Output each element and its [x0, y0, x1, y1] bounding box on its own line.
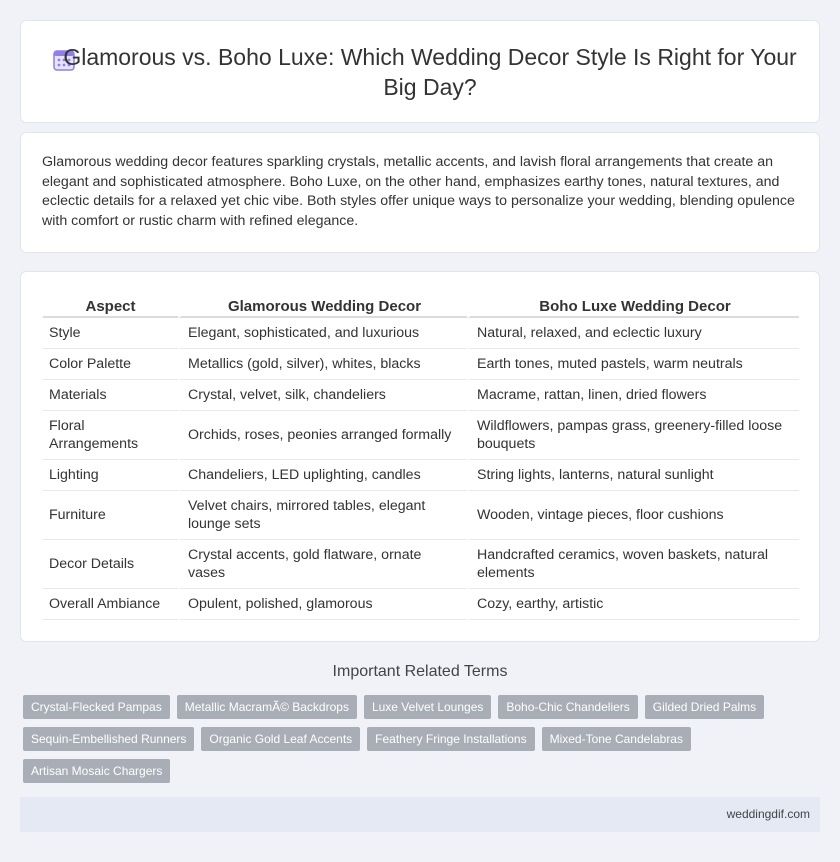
cell-boho: Wildflowers, pampas grass, greenery-filled loose bouquets — [467, 411, 799, 460]
cell-boho: Wooden, vintage pieces, floor cushions — [467, 491, 799, 540]
intro-card — [20, 132, 820, 253]
cell-glamorous: Opulent, polished, glamorous — [178, 589, 467, 620]
table-row — [43, 540, 799, 589]
table-row — [43, 349, 799, 380]
table-row — [43, 460, 799, 491]
cell-glamorous: Crystal accents, gold flatware, ornate vases — [178, 540, 467, 589]
table-row — [43, 491, 799, 540]
table-row — [43, 380, 799, 411]
page-title: Glamorous vs. Boho Luxe: Which Wedding Decor Style Is Right for Your Big Day? — [63, 44, 797, 100]
table-row — [43, 589, 799, 620]
cell-aspect: Floral Arrangements — [43, 411, 178, 460]
cell-aspect: Decor Details — [43, 540, 178, 589]
cell-glamorous: Crystal, velvet, silk, chandeliers — [178, 380, 467, 411]
cell-aspect: Color Palette — [43, 349, 178, 380]
intro-paragraph: Glamorous wedding decor features sparkling crystals, metallic accents, and lavish floral arrangements that create an elegant and sophisticated atmosphere. Boho Luxe, on the other hand, emphasizes earthy tones, natural textures, and eclectic details for a relaxed yet chic vibe. Both styles offer unique ways to personalize your wedding, blending opulence with comfort or rustic charm with refined elegance. — [42, 154, 795, 229]
cell-glamorous: Chandeliers, LED uplighting, candles — [178, 460, 467, 491]
cell-aspect: Style — [43, 318, 178, 349]
related-term-tag[interactable]: Sequin-Embellished Runners — [23, 727, 194, 751]
title-card — [20, 20, 820, 123]
cell-glamorous: Metallics (gold, silver), whites, blacks — [178, 349, 467, 380]
related-terms-title: Important Related Terms — [332, 663, 508, 680]
cell-aspect: Furniture — [43, 491, 178, 540]
cell-aspect: Lighting — [43, 460, 178, 491]
cell-aspect: Materials — [43, 380, 178, 411]
cell-boho: Handcrafted ceramics, woven baskets, natural elements — [467, 540, 799, 589]
header-boho: Boho Luxe Wedding Decor — [467, 295, 799, 318]
table-header-row — [43, 295, 799, 318]
footer — [20, 797, 820, 832]
cell-aspect: Overall Ambiance — [43, 589, 178, 620]
cell-glamorous: Velvet chairs, mirrored tables, elegant lounge sets — [178, 491, 467, 540]
related-term-tag[interactable]: Metallic MacramÃ© Backdrops — [177, 695, 357, 719]
related-term-tag[interactable]: Feathery Fringe Installations — [367, 727, 534, 751]
cell-boho: Natural, relaxed, and eclectic luxury — [467, 318, 799, 349]
related-term-tag[interactable]: Artisan Mosaic Chargers — [23, 759, 170, 783]
comparison-card — [20, 271, 820, 642]
related-terms-list — [23, 695, 783, 783]
cell-boho: Cozy, earthy, artistic — [467, 589, 799, 620]
related-term-tag[interactable]: Crystal-Flecked Pampas — [23, 695, 170, 719]
related-term-tag[interactable]: Organic Gold Leaf Accents — [201, 727, 360, 751]
related-term-tag[interactable]: Boho-Chic Chandeliers — [498, 695, 637, 719]
cell-boho: Macrame, rattan, linen, dried flowers — [467, 380, 799, 411]
cell-boho: Earth tones, muted pastels, warm neutrals — [467, 349, 799, 380]
related-term-tag[interactable]: Gilded Dried Palms — [645, 695, 764, 719]
table-row — [43, 411, 799, 460]
header-aspect: Aspect — [43, 295, 178, 318]
related-term-tag[interactable]: Mixed-Tone Candelabras — [542, 727, 691, 751]
related-term-tag[interactable]: Luxe Velvet Lounges — [364, 695, 491, 719]
table-row — [43, 318, 799, 349]
comparison-table — [43, 295, 799, 620]
footer-site-link[interactable]: weddingdif.com — [726, 807, 810, 821]
header-glamorous: Glamorous Wedding Decor — [178, 295, 467, 318]
cell-glamorous: Elegant, sophisticated, and luxurious — [178, 318, 467, 349]
cell-boho: String lights, lanterns, natural sunlight — [467, 460, 799, 491]
cell-glamorous: Orchids, roses, peonies arranged formally — [178, 411, 467, 460]
